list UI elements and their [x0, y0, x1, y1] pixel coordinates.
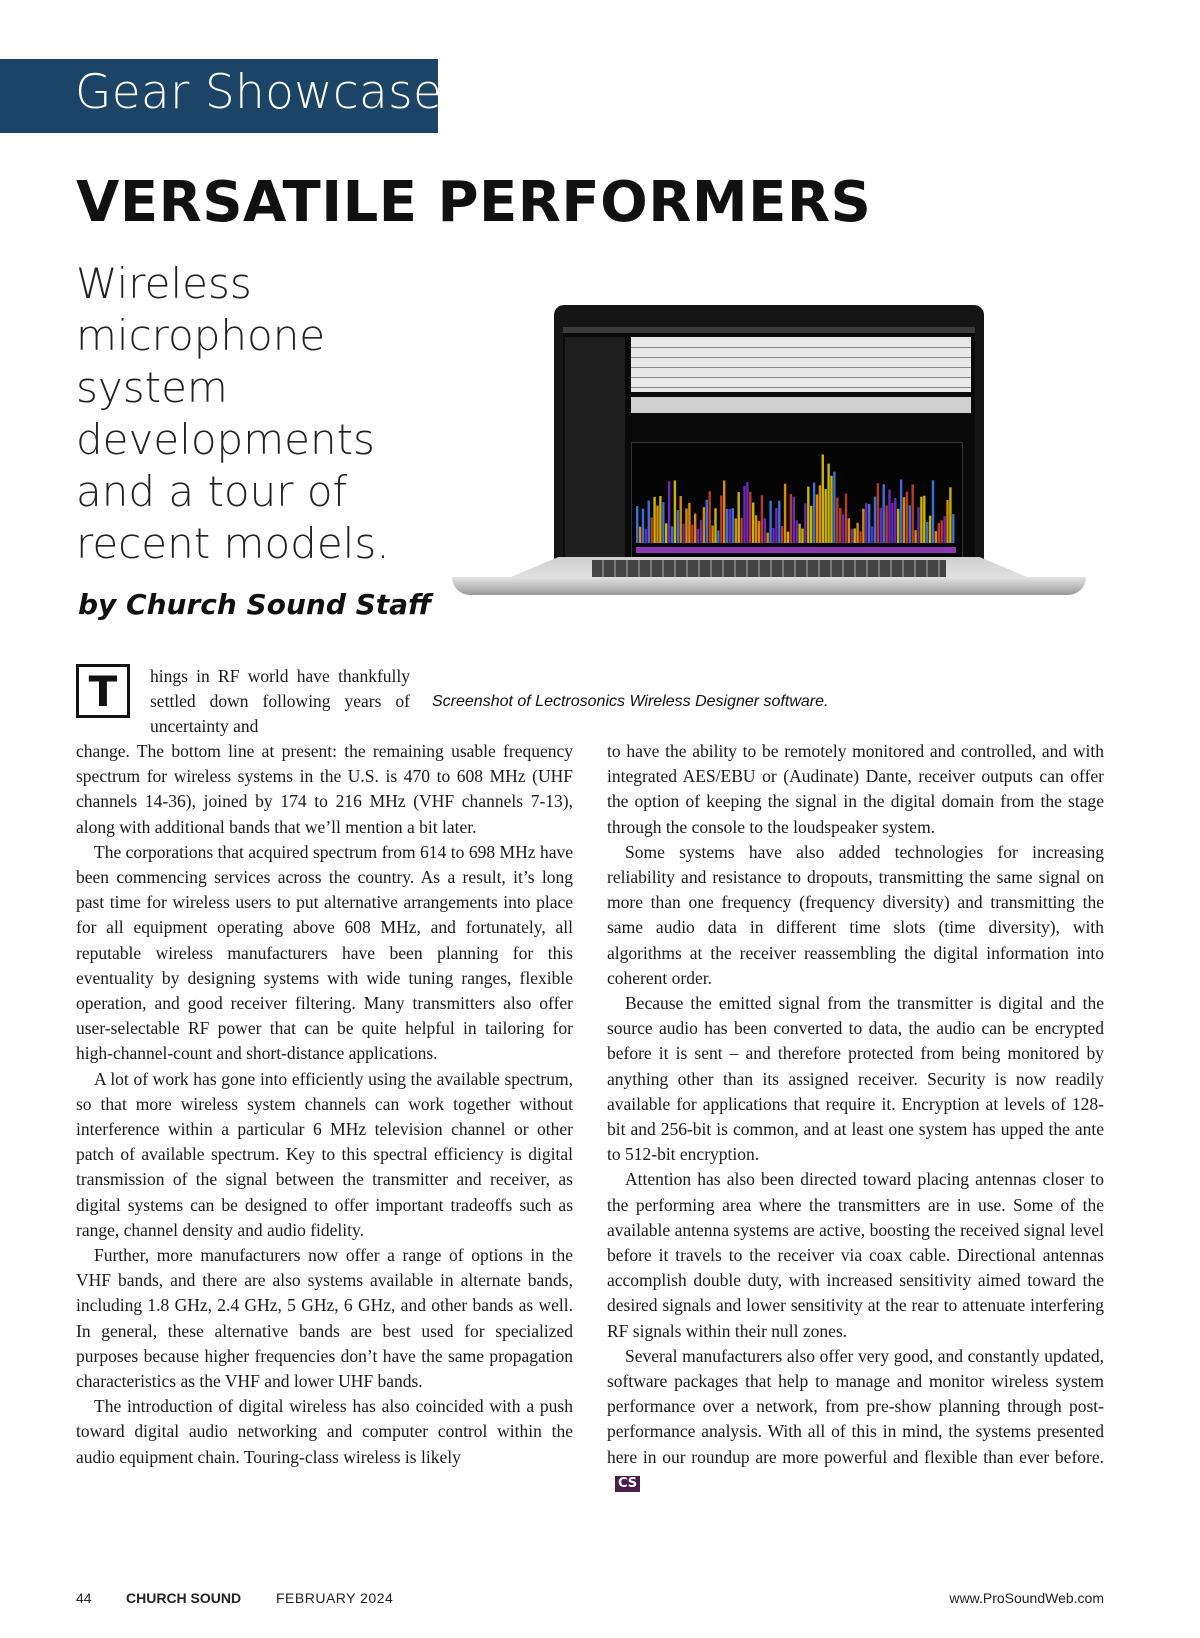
spectrum-bar	[694, 514, 696, 543]
spectrum-bar	[645, 529, 647, 543]
laptop-screen	[563, 327, 975, 571]
lead-paragraph: hings in RF world have thankfully settled down following years of uncertainty and	[150, 666, 410, 737]
spectrum-bar	[816, 494, 818, 543]
spectrum-bar	[787, 532, 789, 543]
spectrum-bar	[868, 504, 870, 543]
spectrum-bar	[688, 503, 690, 543]
photo-caption: Screenshot of Lectrosonics Wireless Designer software.	[432, 693, 829, 710]
spectrum-bar	[680, 496, 682, 543]
spectrum-bar	[769, 501, 771, 543]
article-headline: VERSATILE PERFORMERS	[76, 170, 872, 235]
spectrum-bar	[839, 508, 841, 543]
article-deck: Wireless microphone system developments and a tour of recent models.	[76, 259, 390, 568]
spectrum-bar	[746, 482, 748, 543]
spectrum-bar	[813, 483, 815, 543]
spectrum-bar	[883, 484, 885, 543]
spectrum-bar	[796, 520, 798, 543]
spectrum-bar	[891, 503, 893, 543]
spectrum-bar	[729, 509, 731, 543]
spectrum-bar	[682, 524, 684, 543]
paragraph: Attention has also been directed toward placing antennas closer to the performing area where the transmitters are in use. Some of the available antenna systems are active, boosting the received signal level before it travels to the receiver via coax cable. Directional antennas accomplish double duty, with increased sensitivity aimed toward the desired signals and lower sensitivity at the rear to attenuate interfering RF signals within their null zones.	[607, 1169, 1104, 1341]
spectrum-bar	[767, 533, 769, 543]
spectrum-bar	[894, 498, 896, 543]
spectrum-bar	[932, 480, 934, 543]
paragraph-text: Several manufacturers also offer very good, and constantly updated, software packages that help to manage and monitor wireless system performance over a network, from pre-show planning through post-performance analysis. With all of this in mind, the systems presented here in our roundup are more powerful and flexible than ever before.	[607, 1345, 1104, 1467]
body-column-left	[76, 739, 573, 1470]
spectrum-bar	[685, 508, 687, 543]
spectrum-bar	[653, 497, 655, 543]
paragraph: Further, more manufacturers now offer a range of options in the VHF bands, and there are also systems available in alternate bands, including 1.8 GHz, 2.4 GHz, 5 GHz, 6 GHz, and other bands as well. In general, these alternative bands are best used for specialized purposes because higher frequencies don’t have the same propagation characteristics as the VHF and lower UHF bands.	[76, 1245, 573, 1392]
spectrum-bar	[888, 490, 890, 543]
spectrum-bar	[714, 508, 716, 543]
spectrum-bar	[703, 507, 705, 543]
section-label: Gear Showcase	[75, 65, 443, 120]
spectrum-bar	[668, 481, 670, 543]
software-channel-table	[631, 337, 971, 392]
spectrum-bar	[877, 483, 879, 543]
spectrum-bar	[784, 484, 786, 543]
footer-magazine: CHURCH SOUND	[126, 1590, 242, 1606]
spectrum-bar	[752, 503, 754, 543]
spectrum-bar	[926, 522, 928, 543]
spectrum-bar	[851, 529, 853, 543]
paragraph: Because the emitted signal from the transmitter is digital and the source audio has been converted to data, the audio can be encrypted before it is sent – and therefore protected from being monitored by anything other than its assigned receiver. Security is now readily available for applications that require it. Encryption at levels of 128-bit and 256-bit is common, and at least one system has upped the ante to 512-bit encryption.	[607, 993, 1104, 1165]
spectrum-band	[636, 547, 956, 553]
spectrum-bar	[659, 496, 661, 543]
footer-page-number: 44	[76, 1590, 92, 1606]
spectrum-bar	[735, 518, 737, 543]
spectrum-bar	[758, 521, 760, 543]
spectrum-bar	[723, 480, 725, 543]
spectrum-bar	[885, 506, 887, 543]
spectrum-bar	[636, 506, 638, 543]
spectrum-bar	[801, 529, 803, 543]
paragraph: A lot of work has gone into efficiently using the available spectrum, so that more wireless system channels can work together without interference within a particular 6 MHz television channel or other patch of available spectrum. Key to this spectral efficiency is digital transmission of the signal between the transmitter and receiver, as digital systems can be designed to offer important tradeoffs such as range, channel density and audio fidelity.	[76, 1068, 573, 1240]
article-byline: by Church Sound Staff	[78, 588, 432, 621]
end-mark-icon: CS	[615, 1476, 640, 1492]
spectrum-bar	[906, 492, 908, 543]
spectrum-bar	[697, 529, 699, 543]
spectrum-bar	[639, 527, 641, 543]
laptop-lid	[554, 305, 984, 577]
spectrum-bar	[819, 485, 821, 543]
spectrum-bar	[761, 495, 763, 543]
spectrum-bar	[836, 498, 838, 543]
spectrum-bar	[706, 500, 708, 543]
spectrum-bar	[720, 496, 722, 543]
spectrum-bar	[717, 530, 719, 543]
spectrum-bar	[897, 509, 899, 543]
spectrum-bar	[778, 501, 780, 543]
laptop-photo	[452, 305, 1086, 645]
spectrum-bar	[865, 503, 867, 543]
spectrum-graphic	[632, 443, 962, 561]
spectrum-bar	[880, 508, 882, 543]
spectrum-bar	[804, 503, 806, 543]
spectrum-bar	[740, 518, 742, 543]
spectrum-bar	[749, 492, 751, 543]
spectrum-bar	[935, 531, 937, 543]
spectrum-bar	[656, 506, 658, 543]
laptop-base	[452, 577, 1086, 595]
spectrum-bar	[862, 509, 864, 543]
spectrum-bar	[900, 479, 902, 543]
spectrum-bar	[842, 514, 844, 543]
spectrum-bar	[874, 497, 876, 543]
spectrum-bar	[949, 487, 951, 543]
spectrum-bar	[738, 492, 740, 543]
spectrum-bar	[827, 464, 829, 543]
body-column-right	[607, 739, 1104, 1495]
spectrum-bar	[810, 506, 812, 543]
spectrum-bar	[825, 489, 827, 543]
software-sidebar	[565, 337, 625, 565]
spectrum-bar	[648, 501, 650, 543]
spectrum-bar	[920, 497, 922, 543]
spectrum-bar	[793, 497, 795, 543]
spectrum-bar	[781, 526, 783, 543]
spectrum-bar	[938, 523, 940, 543]
spectrum-bar	[743, 486, 745, 543]
software-spectrum-plot	[631, 442, 963, 562]
paragraph: The corporations that acquired spectrum from 614 to 698 MHz have been commencing services across the country. As a result, it’s long past time for wireless users to put alternative arrangements into place for all equipment operating above 608 MHz, and fortunately, all reputable wireless manufacturers have been planning for this eventuality by designing systems with wide tuning ranges, flexible operation, and good receiver filtering. Many transmitters also offer user-selectable RF power that can be quite helpful in tailoring for high-channel-count and short-distance applications.	[76, 841, 573, 1064]
spectrum-bar	[711, 526, 713, 543]
spectrum-bar	[671, 526, 673, 543]
spectrum-bar	[798, 524, 800, 543]
paragraph-final	[607, 1344, 1104, 1495]
spectrum-bar	[946, 500, 948, 543]
spectrum-bar	[943, 516, 945, 543]
spectrum-bar	[909, 505, 911, 543]
spectrum-bar	[665, 523, 667, 543]
drop-cap: T	[76, 664, 130, 718]
footer-issue-date: FEBRUARY 2024	[276, 1590, 394, 1606]
spectrum-bar	[923, 496, 925, 543]
spectrum-bar	[845, 494, 847, 543]
footer-website-link[interactable]: www.ProSoundWeb.com	[949, 1590, 1104, 1606]
spectrum-bar	[790, 494, 792, 543]
spectrum-bar	[732, 508, 734, 543]
paragraph: Some systems have also added technologies for increasing reliability and resistance to dropouts, transmitting the same signal on more than one frequency (frequency diversity) and transmitting the same audio data in different time slots (time diversity), with algorithms at the receiver reassembling the digital information into coherent order.	[607, 841, 1104, 988]
spectrum-bar	[677, 510, 679, 543]
spectrum-bar	[871, 526, 873, 543]
software-toolbar-strip	[631, 397, 971, 413]
spectrum-bar	[755, 515, 757, 543]
spectrum-bar	[775, 508, 777, 543]
spectrum-bar	[912, 484, 914, 543]
spectrum-bar	[807, 487, 809, 543]
spectrum-bar	[772, 528, 774, 543]
spectrum-bar	[822, 455, 824, 543]
spectrum-bar	[929, 516, 931, 543]
spectrum-bar	[859, 531, 861, 543]
spectrum-bar	[830, 476, 832, 543]
section-banner	[0, 59, 443, 133]
spectrum-bar	[764, 518, 766, 543]
spectrum-bar	[642, 509, 644, 543]
software-title-bar	[563, 327, 975, 333]
paragraph: The introduction of digital wireless has also coincided with a push toward digital audio networking and computer control within the audio equipment chain. Touring-class wireless is likely	[76, 1396, 573, 1467]
spectrum-bar	[700, 520, 702, 543]
spectrum-bar	[833, 472, 835, 543]
spectrum-bar	[726, 509, 728, 543]
spectrum-bar	[952, 514, 954, 543]
paragraph: change. The bottom line at present: the remaining usable frequency spectrum for wireless systems in the U.S. is 470 to 608 MHz (UHF channels 14-36), joined by 174 to 216 MHz (VHF channels 7-13), along with additional bands that we’ll mention a bit later.	[76, 741, 573, 837]
spectrum-bar	[709, 491, 711, 543]
spectrum-bar	[856, 523, 858, 543]
spectrum-bar	[941, 520, 943, 543]
paragraph: to have the ability to be remotely monitored and controlled, and with integrated AES/EBU or (Audinate) Dante, receiver outputs can offer the option of keeping the signal in the digital domain from the stage through the console to the loudspeaker system.	[607, 741, 1104, 837]
spectrum-bar	[662, 502, 664, 543]
spectrum-bar	[651, 517, 653, 543]
spectrum-bar	[848, 518, 850, 543]
laptop-keyboard	[592, 560, 946, 578]
spectrum-bar	[914, 530, 916, 543]
spectrum-bar	[674, 480, 676, 543]
spectrum-bar	[917, 507, 919, 543]
spectrum-bar	[691, 525, 693, 543]
spectrum-bar	[854, 528, 856, 543]
spectrum-bar	[903, 497, 905, 543]
